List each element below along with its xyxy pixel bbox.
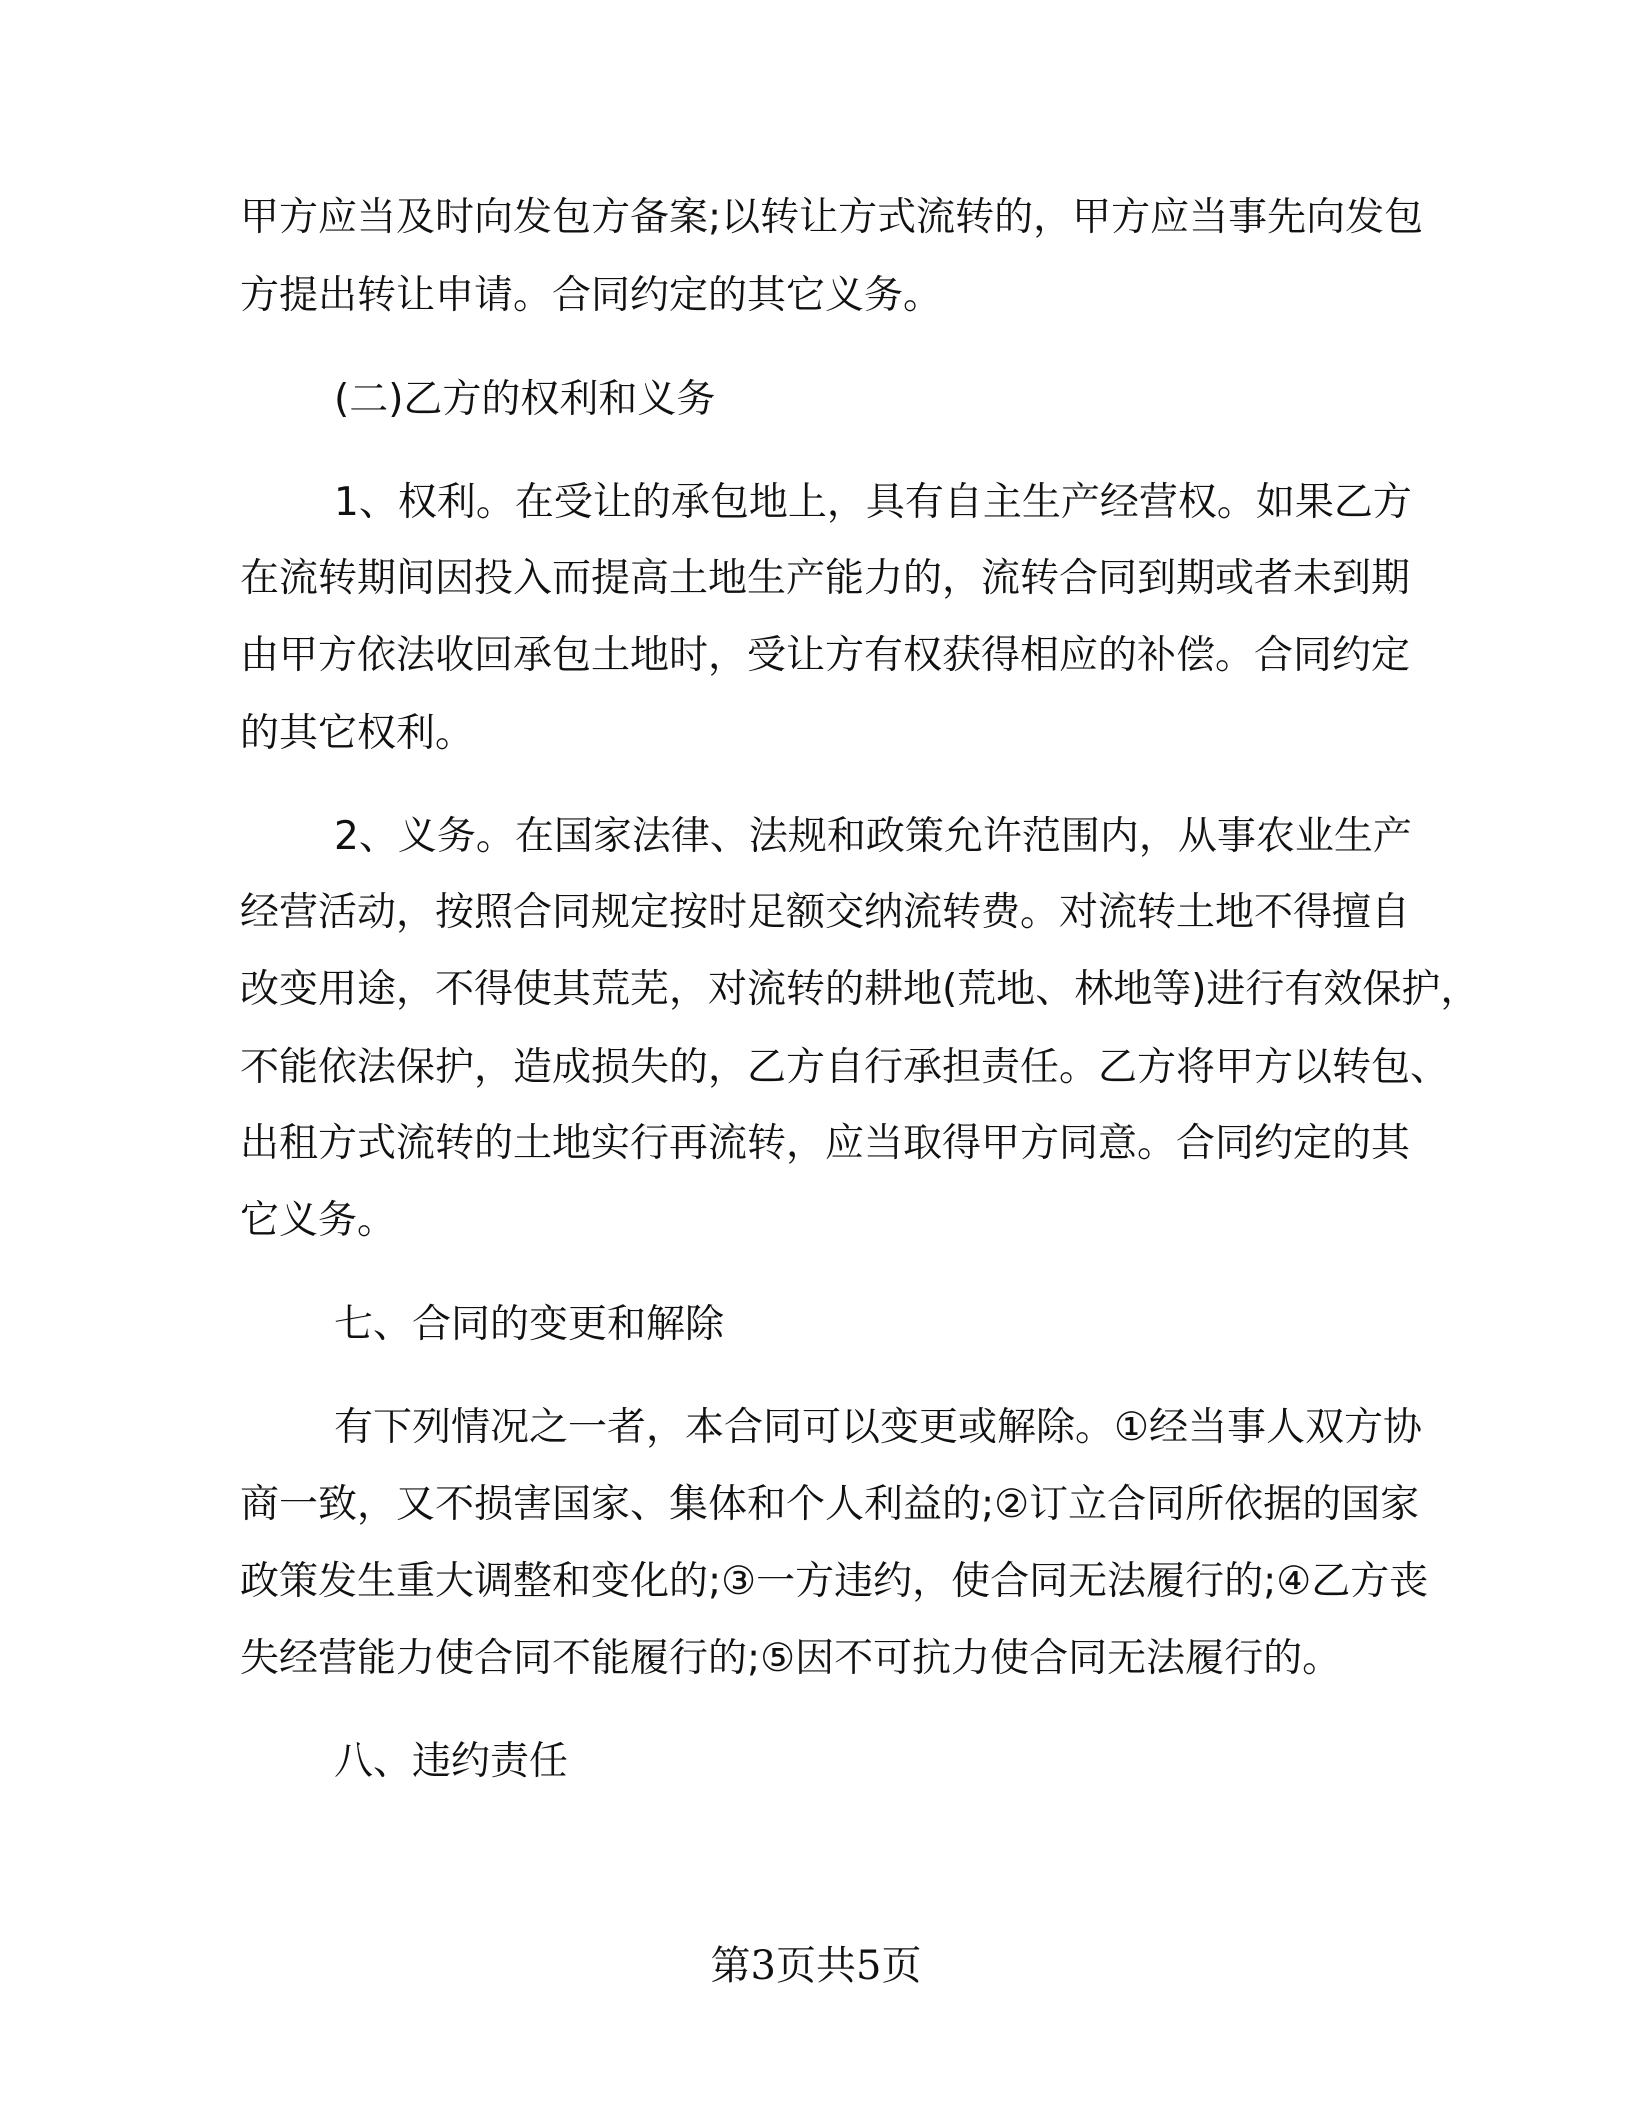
- paragraph-line: 2、义务。在国家法律、法规和政策允许范围内，从事农业生产: [334, 814, 1412, 859]
- paragraph-line: 改变用途，不得使其荒芜，对流转的耕地(荒地、林地等)进行有效保护，: [240, 967, 1480, 1012]
- paragraph-line: 它义务。: [240, 1198, 397, 1243]
- paragraph-line: 在流转期间因投入而提高土地生产能力的，流转合同到期或者未到期: [240, 556, 1411, 601]
- paragraph-line: 甲方应当及时向发包方备案;以转让方式流转的，甲方应当事先向发包: [240, 195, 1424, 240]
- section-heading: 七、合同的变更和解除: [334, 1302, 725, 1347]
- section-heading: (二)乙方的权利和义务: [334, 377, 716, 422]
- paragraph-line: 商一致，又不损害国家、集体和个人利益的;②订立合同所依据的国家: [240, 1482, 1420, 1527]
- paragraph-line: 方提出转让申请。合同约定的其它义务。: [240, 273, 943, 318]
- paragraph-line: 由甲方依法收回承包土地时，受让方有权获得相应的补偿。合同约定: [240, 633, 1411, 678]
- paragraph-line: 不能依法保护，造成损失的，乙方自行承担责任。乙方将甲方以转包、: [240, 1045, 1450, 1090]
- paragraph-line: 失经营能力使合同不能履行的;⑤因不可抗力使合同无法履行的。: [240, 1636, 1342, 1681]
- section-heading: 八、违约责任: [334, 1739, 569, 1784]
- paragraph-line: 1、权利。在受让的承包地上，具有自主生产经营权。如果乙方: [334, 480, 1412, 525]
- paragraph-line: 的其它权利。: [240, 711, 475, 756]
- paragraph-line: 政策发生重大调整和变化的;③一方违约，使合同无法履行的;④乙方丧: [240, 1559, 1429, 1604]
- paragraph-line: 有下列情况之一者，本合同可以变更或解除。①经当事人双方协: [334, 1405, 1422, 1450]
- paragraph-line: 经营活动，按照合同规定按时足额交纳流转费。对流转土地不得擅自: [240, 890, 1411, 935]
- paragraph-line: 出租方式流转的土地实行再流转，应当取得甲方同意。合同约定的其: [240, 1121, 1411, 1166]
- page-number-footer: 第3页共5页: [710, 1943, 922, 1989]
